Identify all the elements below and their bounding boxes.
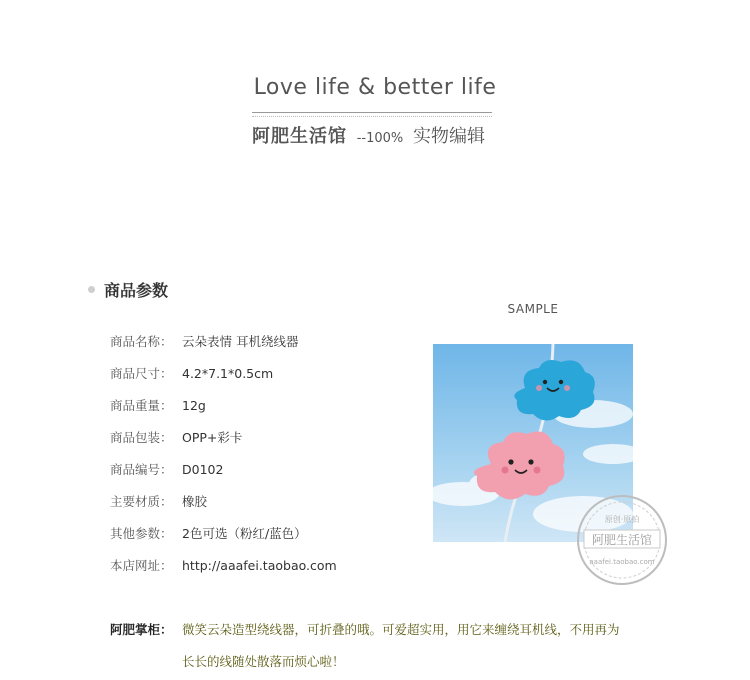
param-row [110,362,337,394]
note-line-1: 微笑云朵造型绕线器，可折叠的哦。可爱超实用，用它来缠绕耳机线，不用再为 [182,622,620,637]
param-row [110,522,337,554]
stamp-bottom-text: aaafei.taobao.com [589,558,655,566]
shopkeeper-note [110,620,620,638]
param-key: 主要材质： [110,494,173,509]
param-value: 4.2*7.1*0.5cm [182,366,274,381]
section-title-text: 商品参数 [104,281,169,300]
param-key: 其他参数： [110,526,173,541]
slogan: Love life & better life [253,75,497,100]
brand-name: 阿肥生活馆 [252,126,347,147]
divider [252,112,492,113]
tagline: 实物编辑 [413,126,486,147]
stamp-middle-text: 阿肥生活馆 [591,533,653,547]
param-row [110,426,337,458]
param-key: 商品名称： [110,334,173,349]
shop-url-link[interactable]: http://aaafei.taobao.com [182,558,337,573]
stamp-top-text: 原创·原拍 [604,515,640,524]
param-value: 云朵表情 耳机绕线器 [182,334,299,349]
param-key: 商品编号： [110,462,173,477]
param-row [110,458,337,490]
param-row [110,394,337,426]
bullet-dot-icon [88,286,95,293]
section-title [88,278,168,301]
header [0,70,750,147]
note-key: 阿肥掌柜： [110,622,173,637]
watermark-stamp [574,492,670,588]
param-key: 商品尺寸： [110,366,173,381]
param-row [110,490,337,522]
param-value: OPP+彩卡 [182,430,243,445]
param-row [110,554,337,586]
param-key: 本店网址： [110,558,173,573]
param-key: 商品重量： [110,398,173,413]
brand-line [252,122,512,148]
note-line-2: 长长的线随处散落而烦心啦！ [182,654,345,669]
param-value: D0102 [182,462,224,477]
percent-label: --100% [356,131,404,146]
param-value: 橡胶 [182,494,208,509]
sample-label: SAMPLE [507,302,559,316]
param-row [110,330,337,362]
stamp-svg [574,492,670,588]
param-value: 2色可选（粉红/蓝色） [182,526,307,541]
params-list [110,330,337,586]
divider-dotted [252,116,492,117]
param-key: 商品包装： [110,430,173,445]
param-value: 12g [182,398,206,413]
